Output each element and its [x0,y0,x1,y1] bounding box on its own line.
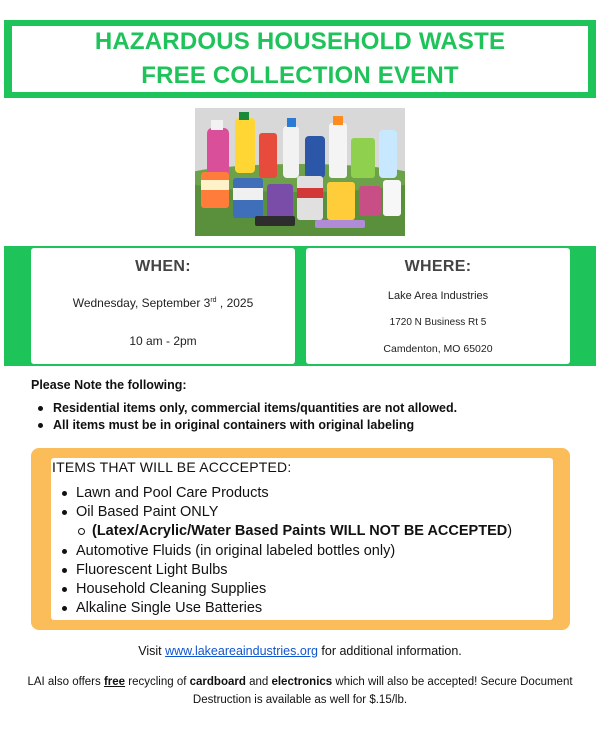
event-time: 10 am - 2pm [129,334,197,348]
lai-text-4: which will also be accepted! Secure Document Destruction is available as well for $.15/lb. [192,676,573,706]
where-heading: WHERE: [404,258,472,275]
title-box [12,26,588,92]
lai-text-2: recycling of [125,676,190,688]
list-item: Household Cleaning Supplies [62,580,512,599]
event-date-year: , 2025 [216,296,254,310]
accepted-list [62,484,512,618]
list-item: Fluorescent Light Bulbs [62,561,512,580]
location-street: 1720 N Business Rt 5 [389,317,487,328]
paint-exclusion-text: (Latex/Acrylic/Water Based Paints WILL NOT BE ACCEPTED [92,523,508,540]
list-item: Alkaline Single Use Batteries [62,599,512,618]
visit-line [0,644,600,658]
location-name: Lake Area Industries [387,290,489,302]
title-line-2: FREE COLLECTION EVENT [141,62,459,89]
where-box [306,248,570,364]
hazardous-products-image [195,108,405,236]
list-item: Oil Based Paint ONLY [62,503,512,522]
accepted-heading: ITEMS THAT WILL BE ACCCEPTED: [52,459,292,475]
website-link[interactable]: www.lakeareaindustries.org [165,644,318,658]
location-city: Camdenton, MO 65020 [383,343,493,355]
when-box [31,248,295,364]
event-date [73,296,254,310]
lai-text-1: LAI also offers [27,676,104,688]
free-text: free [103,676,126,688]
visit-prefix: Visit [138,644,166,658]
title-line-1: HAZARDOUS HOUSEHOLD WASTE [94,28,506,55]
list-item: Lawn and Pool Care Products [62,484,512,503]
lai-note [20,673,580,709]
event-date-main: Wednesday, September 3 [72,296,211,310]
cleaning-products-icon [195,108,405,236]
cardboard-text: cardboard [189,676,246,688]
title-banner [4,20,596,98]
electronics-text: electronics [271,676,333,688]
note-heading: Please Note the following: [31,378,187,392]
lai-text-3: and [245,676,272,688]
list-item: All items must be in original containers with original labeling [38,417,457,434]
note-list [38,400,457,434]
when-heading: WHEN: [135,258,191,275]
info-banner [4,246,596,366]
event-date-suffix-sup: rd [210,297,217,304]
paint-exclusion-close: ) [507,523,513,540]
list-item: Automotive Fluids (in original labeled bottles only) [62,542,512,561]
list-item: Residential items only, commercial items/quantities are not allowed. [38,400,457,417]
visit-suffix: for additional information. [317,644,462,658]
list-subitem [62,522,512,541]
